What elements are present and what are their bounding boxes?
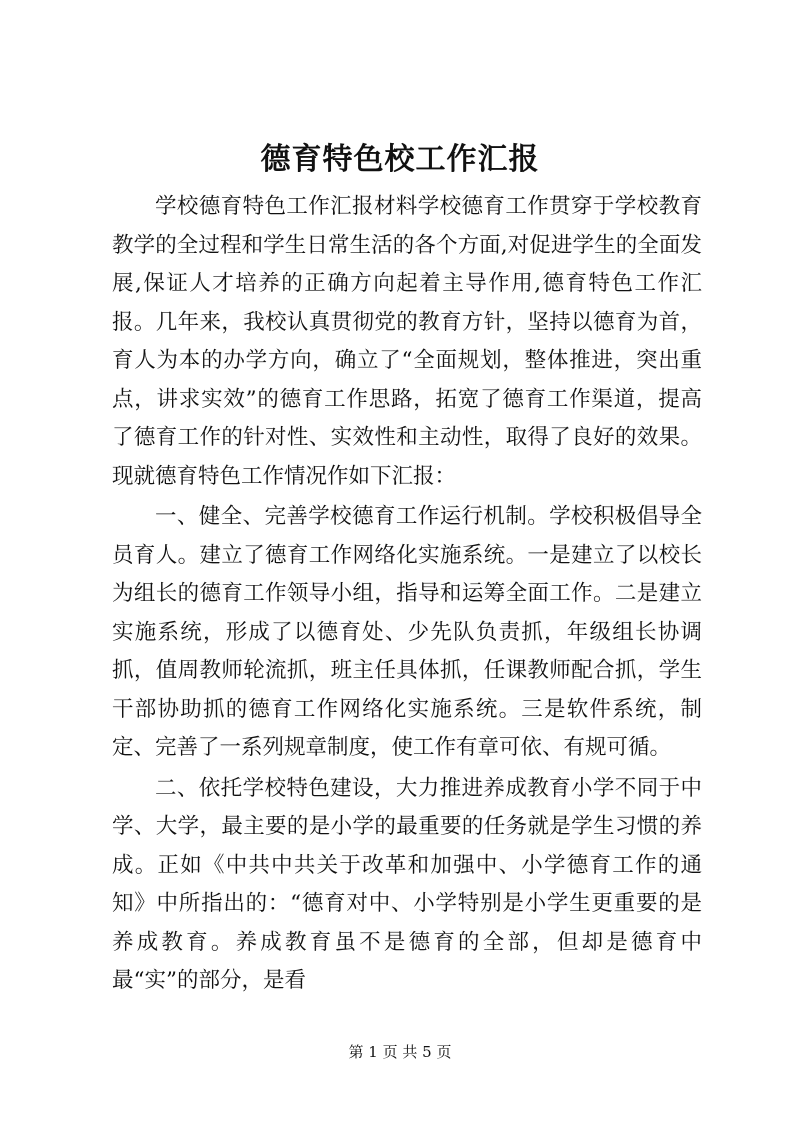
document-title: 德育特色校工作汇报: [260, 142, 540, 177]
page-number-footer: 第 1 页 共 5 页: [348, 1043, 452, 1061]
paragraph-section-1: 一、健全、完善学校德育工作运行机制。学校积极倡导全员育人。建立了德育工作网络化实施系统。一是建立了以校长为组长的德育工作领导小组，指导和运筹全面工作。二是建立实施系统，形成了以德育处、少先队负责抓，年级组长协调抓，值周教师轮流抓，班主任具体抓，任课教师配合抓，学生干部协助抓的德育工作网络化实施系统。三是软件系统，制定、完善了一系列规章制度，使工作有章可依、有规可循。: [112, 504, 702, 760]
paragraph-intro: 学校德育特色工作汇报材料学校德育工作贯穿于学校教育教学的全过程和学生日常生活的各个方面,对促进学生的全面发展,保证人才培养的正确方向起着主导作用,德育特色工作汇报。几年来，我校认真贯彻党的教育方针，坚持以德育为首，育人为本的办学方向，确立了“全面规划，整体推进，突出重点，讲求实效”的德育工作思路，拓宽了德育工作渠道，提高了德育工作的针对性、实效性和主动性，取得了良好的效果。现就德育特色工作情况作如下汇报：: [112, 194, 702, 489]
paragraph-section-2: 二、依托学校特色建设，大力推进养成教育小学不同于中学、大学，最主要的是小学的最重要的任务就是学生习惯的养成。正如《中共中共关于改革和加强中、小学德育工作的通知》中所指出的：“德育对中、小学特别是小学生更重要的是养成教育。养成教育虽不是德育的全部，但却是德育中最“实”的部分，是看: [112, 775, 702, 993]
document-body: [112, 188, 702, 1002]
